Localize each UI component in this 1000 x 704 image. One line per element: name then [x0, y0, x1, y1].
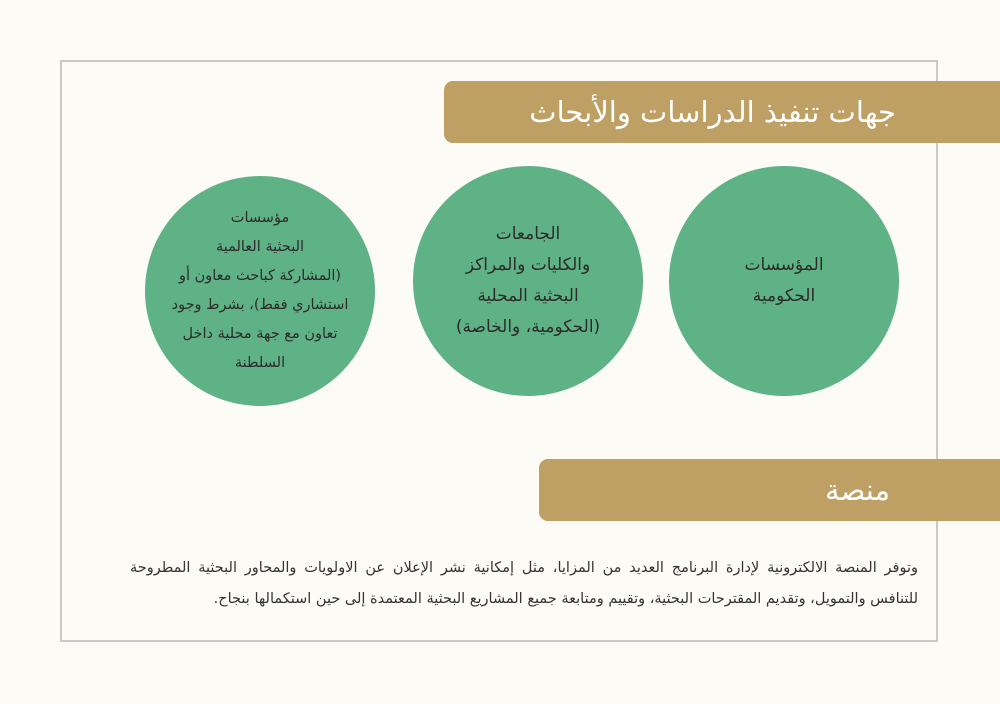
platform-description: وتوفر المنصة الالكترونية لإدارة البرنامج العديد من المزايا، مثل إمكانية نشر الإعلان عن الاولويات والمحاور البحثية المطروحة للتنافس والتمويل، وتقديم المقترحات البحثية، وتقييم ومتابعة جميع المشاريع البحثية المعتمدة إلى حين استكمالها بنجاح. [130, 559, 918, 607]
circle-text-line: البحثية المحلية [477, 286, 579, 306]
circle-text-line: الجامعات [495, 224, 561, 244]
entity-circle-international [145, 176, 375, 406]
section-title: جهات تنفيذ الدراسات والأبحاث [529, 95, 896, 129]
circle-text-line: مؤسسات [230, 210, 290, 226]
circle-text-line: السلطنة [234, 355, 286, 371]
circle-text-line: (الحكومية، والخاصة) [455, 317, 601, 337]
platform-title: منصة [825, 473, 890, 507]
circle-text-line: الحكومية [752, 286, 816, 306]
circle-text-line: المؤسسات [744, 255, 824, 275]
entity-circle-universities [413, 166, 643, 396]
circle-text-line: تعاون مع جهة محلية داخل [182, 326, 338, 342]
circle-text-line: البحثية العالمية [215, 239, 305, 255]
platform-title-banner [539, 459, 1000, 521]
circle-text-line: (المشاركة كباحث معاون أو [178, 268, 342, 284]
circle-text-line: استشاري فقط)، بشرط وجود [171, 297, 349, 313]
section-title-banner [444, 81, 1000, 143]
circle-text-line: والكليات والمراكز [465, 255, 591, 275]
entity-circle-government [669, 166, 899, 396]
